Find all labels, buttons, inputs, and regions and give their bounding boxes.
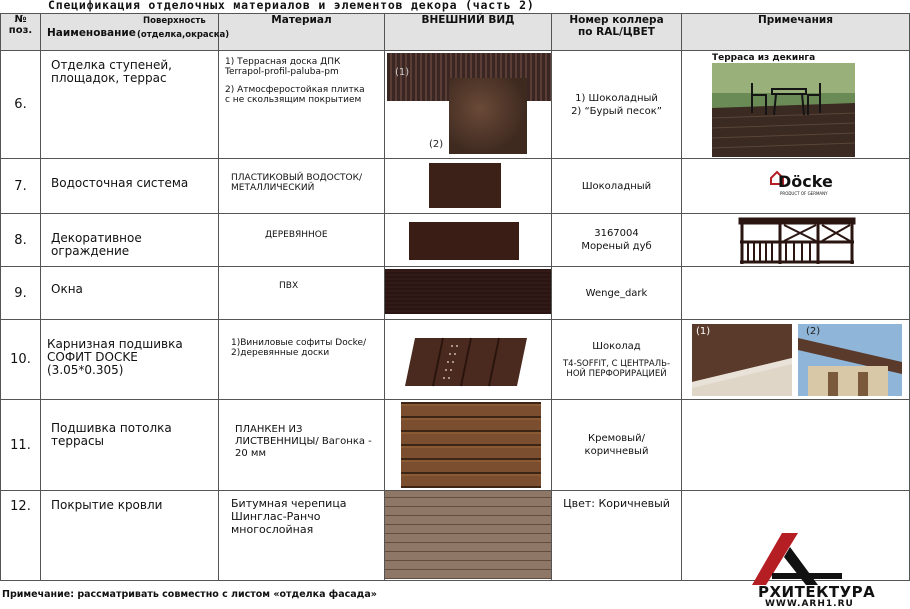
color-line-1: 1) Шоколадный: [575, 92, 658, 104]
row-notes: [682, 214, 910, 267]
footnote: Примечание: рассматривать совместно с листом «отделка фасада»: [2, 589, 377, 600]
table-row: [1, 267, 910, 320]
docke-brand: Döcke: [778, 172, 833, 191]
fence-swatch: [409, 222, 519, 260]
row-material: ДЕРЕВЯННОЕ: [219, 214, 385, 267]
table-row: [1, 214, 910, 267]
tile-swatch: [449, 78, 527, 154]
terrace-caption: Терраса из декинга: [712, 53, 816, 63]
header-surface-label: Поверхность: [143, 16, 206, 26]
eaves-label-1: (1): [696, 326, 711, 337]
row-material: 1)Виниловые софиты Docke/ 2)деревянные доски: [219, 320, 385, 400]
row-material: ПВХ: [219, 267, 385, 320]
row-color: Шоколадный: [552, 159, 682, 214]
table-row: [1, 320, 910, 400]
row-color: [552, 214, 682, 267]
row-material: ПЛАСТИКОВЫЙ ВОДОСТОК/ МЕТАЛЛИЧЕСКИЙ: [219, 159, 385, 214]
fence-photo: [738, 217, 856, 264]
gutter-swatch: [429, 163, 501, 208]
shingle-swatch: [385, 491, 551, 579]
row-number: 11.: [1, 400, 41, 491]
table-row: [1, 159, 910, 214]
row-number: 12.: [1, 491, 41, 581]
row-color: Кремовый/ коричневый: [552, 400, 682, 491]
row-color: [552, 320, 682, 400]
row-number: 6.: [1, 51, 41, 159]
row-look: [385, 320, 552, 400]
header-look: ВНЕШНИЙ ВИД: [385, 14, 552, 51]
row-name: Декоративное ограждение: [41, 214, 219, 267]
row-look: [385, 159, 552, 214]
spec-table: [0, 13, 910, 581]
color-line-2: T4-SOFFIT, С ЦЕНТРАЛЬ-НОЙ ПЕРФОРИРАЦИЕЙ: [562, 359, 671, 379]
docke-logo: [770, 169, 840, 203]
row-notes: [682, 267, 910, 320]
color-line-2: 2) “Бурый песок”: [571, 105, 662, 117]
row-name: Подшивка потолка террасы: [41, 400, 219, 491]
row-number: 8.: [1, 214, 41, 267]
row-material: ПЛАНКЕН ИЗ ЛИСТВЕННИЦЫ/ Вагонка - 20 мм: [219, 400, 385, 491]
row-color: [552, 51, 682, 159]
row-material: Битумная черепица Шинглас-Ранчо многослойная: [219, 491, 385, 581]
row-name: Водосточная система: [41, 159, 219, 214]
header-no-label: №: [14, 14, 27, 25]
terrace-photo: [712, 63, 855, 157]
brand-logo-mark: [752, 533, 842, 585]
table-header-row: [1, 14, 910, 51]
row-look: [385, 400, 552, 491]
header-name: [41, 14, 230, 51]
soffit-panel: [405, 334, 531, 390]
material-line-2: 2) Атмосферостойкая плитка с не скользящим покрытием: [225, 85, 365, 105]
header-material: Материал: [219, 14, 385, 51]
page-title: Спецификация отделочных материалов и элементов декора (часть 2): [48, 0, 535, 12]
header-ral: [552, 14, 682, 51]
row-notes: [682, 51, 910, 159]
eaves-label-2: (2): [806, 326, 821, 337]
color-line-1: Шоколад: [592, 341, 641, 352]
swatch-label-2: (2): [429, 139, 444, 150]
row-name: Отделка ступеней, площадок, террас: [41, 51, 219, 159]
row-name: Карнизная подшивка СОФИТ DOCKE (3.05*0.305): [41, 320, 219, 400]
header-name-label: Наименование: [47, 27, 136, 39]
brand-logo: [750, 533, 910, 609]
header-ral2-label: по RAL/ЦВЕТ: [578, 26, 655, 38]
row-material: [219, 51, 385, 159]
header-surface2-label: (отделка,окраска): [137, 30, 230, 40]
brand-name: РХИТЕКТУРА: [758, 583, 876, 601]
table-row: [1, 51, 910, 159]
swatch-label-1: (1): [395, 67, 410, 78]
row-look: [385, 267, 552, 320]
row-look: [385, 214, 552, 267]
color-line-2: Мореный дуб: [581, 241, 652, 252]
header-no2-label: поз.: [8, 25, 33, 36]
row-color: Цвет: Коричневый: [552, 491, 682, 581]
row-name: Окна: [41, 267, 219, 320]
row-look: [385, 491, 552, 581]
row-number: 9.: [1, 267, 41, 320]
header-ral-label: Номер коллера: [569, 14, 664, 26]
row-notes: [682, 320, 910, 400]
docke-sub: PRODUCT OF GERMANY: [780, 191, 828, 196]
row-number: 7.: [1, 159, 41, 214]
row-notes: [682, 400, 910, 491]
row-color: Wenge_dark: [552, 267, 682, 320]
row-notes: [682, 159, 910, 214]
material-line-1: 1) Террасная доска ДПК Terrapol-profil-paluba-pm: [225, 57, 341, 77]
color-line-1: 3167004: [594, 228, 639, 239]
row-name: Покрытие кровли: [41, 491, 219, 581]
window-swatch: [385, 269, 551, 314]
planken-swatch: [401, 402, 541, 488]
row-look: [385, 51, 552, 159]
table-row: [1, 400, 910, 491]
header-notes: Примечания: [682, 14, 910, 51]
row-number: 10.: [1, 320, 41, 400]
header-number: [1, 14, 41, 51]
brand-url[interactable]: WWW.ARH1.RU: [765, 599, 854, 609]
